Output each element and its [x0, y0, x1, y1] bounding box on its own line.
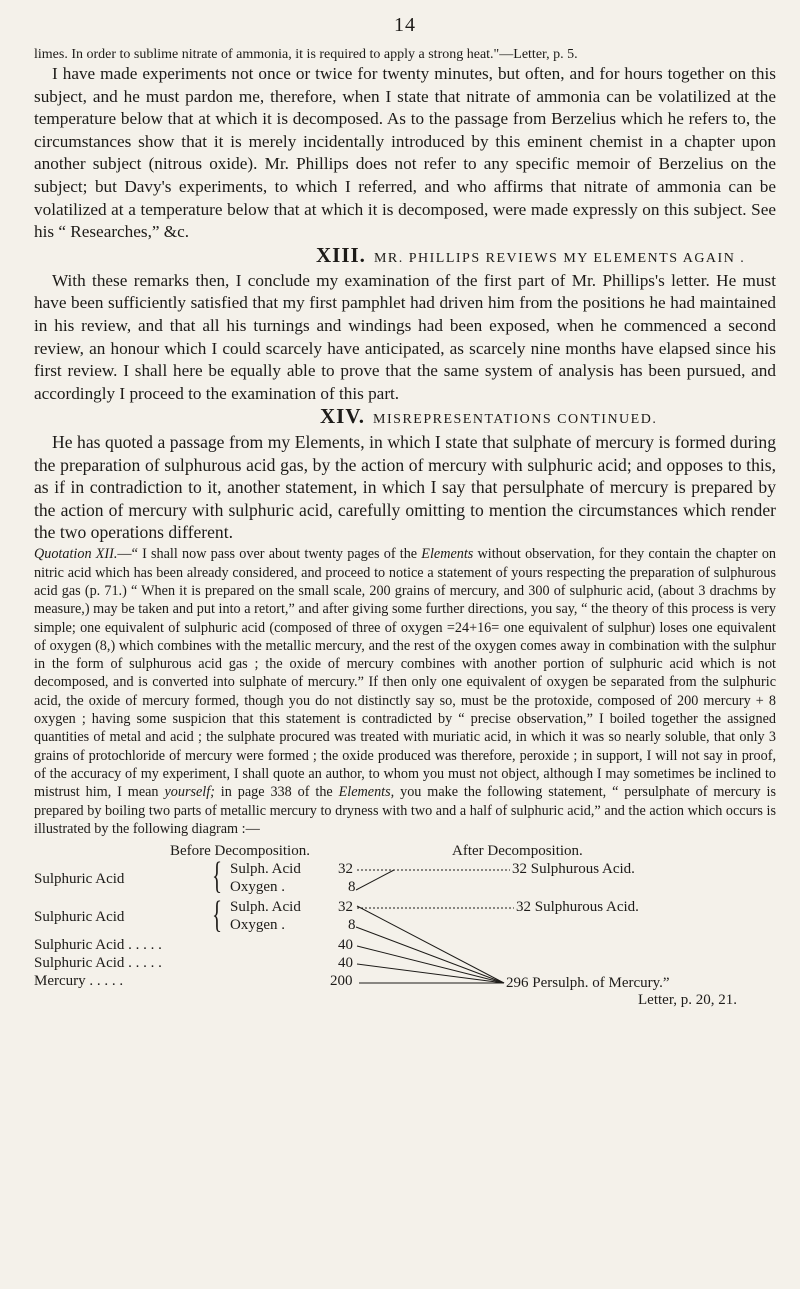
brace-line: Oxygen .: [230, 879, 285, 896]
result: 32 Sulphurous Acid.: [512, 861, 635, 878]
connector: [356, 927, 504, 983]
left-label: Sulphuric Acid: [34, 871, 125, 888]
left-label: Sulphuric Acid . . . . .: [34, 937, 162, 954]
brace-line: Sulph. Acid: [230, 899, 301, 916]
paragraph-2: With these remarks then, I conclude my examination of the first part of Mr. Phillips's letter. He must have been sufficiently satisfied that my first pamphlet had driven him from the positions he had maintained in his review, and that all his turnings and windings had been exposed, when he commenced a second review, an honour which I could scarcely have anticipated, as scarcely nine months have elapsed since his first review. I shall here be equally able to prove that the same system of analysis has been pursued, and accordingly I proceed to the examination of this part.: [34, 270, 776, 403]
quotation-block: [34, 545, 776, 838]
section-number: XIII.: [316, 242, 366, 267]
page-number: 14: [394, 14, 416, 36]
section-title: MR. PHILLIPS REVIEWS MY ELEMENTS AGAIN .: [373, 250, 746, 266]
value: 40: [338, 937, 353, 954]
left-label: Sulphuric Acid: [34, 909, 125, 926]
value: 200: [330, 973, 353, 990]
letter-reference: Letter, p. 20, 21.: [638, 992, 737, 1009]
section-heading-xiii: [34, 244, 776, 270]
result: 296 Persulph. of Mercury.”: [506, 975, 670, 992]
brace: {: [212, 855, 223, 898]
brace-line: Oxygen .: [230, 917, 285, 934]
paragraph-3: He has quoted a passage from my Elements, in which I state that sulphate of mercury is formed during the preparation of sulphurous acid gas, by the action of mercury with sulphuric acid; and opposes to this, as if in contradiction to it, another statement, in which I say that persulphate of mercury is prepared by the action of mercury with sulphuric acid, carefully omitting to mention the circumstances which render the two operations different.: [34, 432, 776, 542]
elements-ref: Elements: [421, 546, 474, 563]
brace-line: Sulph. Acid: [230, 861, 301, 878]
connector: [357, 906, 504, 983]
left-label: Sulphuric Acid . . . . .: [34, 955, 162, 972]
result: 32 Sulphurous Acid.: [516, 899, 639, 916]
brace: {: [212, 894, 223, 937]
section-title: MISREPRESENTATIONS CONTINUED.: [373, 412, 658, 428]
quotation-label: Quotation XII.: [34, 546, 118, 563]
section-number: XIV.: [320, 404, 366, 429]
quotation-text: without observation, for they contain the chapter on nitric acid which has been already considered, and proceed to notice a statement of yours respecting the preparation of sulphurous acid gas (p. 71.) “ When it is prepared on the small scale, 200 grains of mercury, and 300 of sulphuric acid, (about 3 drachms by measure,) may be taken and put into a retort,” and after giving some further directions, you say, “ the theory of this process is very simple; one equivalent of sulphuric acid (composed of three of oxygen =24+16= one equivalent of sulphur) loses one equivalent of oxygen (8,) which combines with the metallic mercury, and the rest of the oxygen comes away in combination with the sulphur in the form of sulphurous acid gas ; the oxide of mercury combines with another portion of sulphuric acid which is not decomposed, and is converted into sulphate of mercury.” If then only one equivalent of oxygen be separated from the sulphuric acid, the oxide of mercury formed, though you do not distinctly say so, must be the protoxide, composed of 200 mercury + 8 oxygen ; having some suspicion that this statement is contradicted by “ precise observation,” I boiled together the assigned quantities of metal and acid ; the sulphate procured was treated with muriatic acid, in which it was so nearly soluble, that only 3 grains of protochloride of mercury were formed ; the oxide produced was therefore, peroxide ; in support, I will not say in proof, of the accuracy of my experiment, I shall quote an author, to whom you must not object, although I may sometimes be inclined to mistrust him, I mean: [34, 546, 777, 801]
page: [34, 0, 776, 1010]
quotation-text: in page 338 of the: [214, 784, 339, 801]
value: 40: [338, 955, 353, 972]
emphasis: yourself;: [164, 784, 215, 801]
continuation-text: limes. In order to sublime nitrate of ammonia, it is required to apply a strong heat."—Letter, p. 5.: [34, 47, 578, 62]
value: 8: [348, 917, 356, 934]
quotation-text: —“ I shall now pass over about twenty pages of the: [117, 546, 422, 563]
after-heading: After Decomposition.: [452, 843, 583, 860]
decomposition-diagram: [34, 840, 776, 1010]
elements-ref: Elements,: [338, 784, 395, 801]
paragraph-1: I have made experiments not once or twice for twenty minutes, but often, and for hours together on this subject, and he must pardon me, therefore, when I state that nitrate of ammonia can be volatilized at the temperature below that at which it is decomposed. As to the passage from Berzelius which he refers to, the circumstances show that it is merely incidentally introduced by this eminent chemist in a chapter upon another subject (nitrous oxide). Mr. Phillips does not refer to any specific memoir of Berzelius on the subject; but Davy's experiments, to which I referred, and who affirms that nitrate of ammonia can be volatilized at a temperature below that at which it is decomposed, were made expressly on this subject. See his “ Researches,” &c.: [34, 64, 776, 242]
section-heading-xiv: [34, 405, 776, 431]
value: 8: [348, 879, 356, 896]
connector: [357, 946, 504, 983]
left-label: Mercury . . . . .: [34, 973, 124, 990]
quotation-text: you make the following statement, “ persulphate of mercury is prepared by boiling two parts of metallic mercury to dryness with two and a half of sulphuric acid,” and the action which occurs is illustrated by the following diagram :—: [34, 784, 776, 837]
before-heading: Before Decomposition.: [170, 843, 310, 860]
value: 32: [338, 899, 353, 916]
connector: [356, 870, 394, 890]
connector: [357, 964, 504, 983]
value: 32: [338, 861, 353, 878]
